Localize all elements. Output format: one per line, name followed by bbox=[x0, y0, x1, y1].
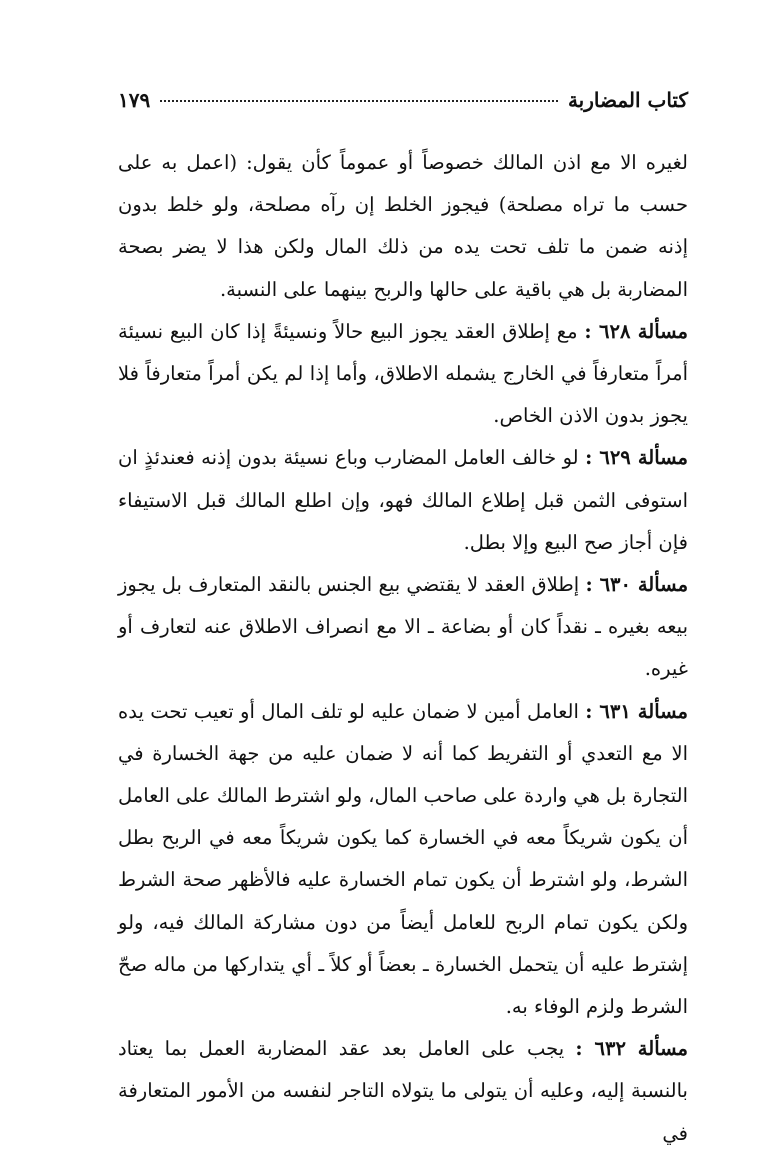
paragraph-issue-630 bbox=[118, 564, 688, 691]
issue-label: مسألة ٦٣١ : bbox=[585, 699, 688, 723]
paragraph-text: مع إطلاق العقد يجوز البيع حالاً ونسيئةً إذا كان البيع نسيئة أمراً متعارفاً في الخارج يشمله الاطلاق، وأما إذا لم يكن أمراً متعارفاً فلا يجوز بدون الاذن الخاص. bbox=[118, 319, 688, 428]
paragraph-continuation bbox=[118, 142, 688, 311]
paragraph-issue-632 bbox=[118, 1028, 688, 1155]
paragraph-text: لغيره الا مع اذن المالك خصوصاً أو عموماً كأن يقول: (اعمل به على حسب ما تراه مصلحة) فيجوز الخلط إن رآه مصلحة، ولو خلط بدون إذنه ضمن ما تلف تحت يده من ذلك المال ولكن هذا لا يضر بصحة المضاربة بل هي باقية على حالها والربح بينهما على النسبة. bbox=[118, 151, 688, 301]
issue-label: مسألة ٦٢٨ : bbox=[584, 319, 688, 343]
paragraph-text: العامل أمين لا ضمان عليه لو تلف المال أو تعيب تحت يده الا مع التعدي أو التفريط كما أنه لا ضمان عليه من جهة الخسارة في التجارة بل هي واردة على صاحب المال، ولو اشترط المالك على العامل أن يكون شريكاً معه في الخسارة كما يكون شريكاً معه في الربح بطل الشرط، ولو اشترط أن يكون تمام الخسارة عليه فالأظهر صحة الشرط ولكن يكون تمام الربح للعامل أيضاً من دون مشاركة المالك فيه، ولو إشترط عليه أن يتحمل الخسارة ـ بعضاً أو كلاً ـ أي يتداركها من ماله صحّ الشرط ولزم الوفاء به. bbox=[118, 699, 688, 1019]
book-page bbox=[118, 88, 688, 1155]
body-text bbox=[118, 142, 688, 1155]
issue-label: مسألة ٦٢٩ : bbox=[585, 446, 688, 470]
page-number: ١٧٩ bbox=[118, 88, 151, 112]
paragraph-issue-629 bbox=[118, 437, 688, 564]
paragraph-issue-628 bbox=[118, 311, 688, 438]
header-dot-leader bbox=[160, 100, 558, 102]
paragraph-text: يجب على العامل بعد عقد المضاربة العمل بما يعتاد بالنسبة إليه، وعليه أن يتولى ما يتولاه التاجر لنفسه من الأمور المتعارفة في bbox=[118, 1037, 688, 1145]
issue-label: مسألة ٦٣٢ : bbox=[575, 1037, 688, 1061]
page-header bbox=[118, 88, 688, 132]
issue-label: مسألة ٦٣٠ : bbox=[585, 573, 689, 597]
paragraph-issue-631 bbox=[118, 691, 688, 1029]
paragraph-text: لو خالف العامل المضارب وباع نسيئة بدون إذنه فعندئذٍ ان استوفى الثمن قبل إطلاع المالك فهو، وإن اطلع المالك قبل الاستيفاء فإن أجاز صح البيع وإلا بطل. bbox=[118, 446, 688, 554]
running-title: كتاب المضاربة bbox=[567, 88, 688, 112]
paragraph-text: إطلاق العقد لا يقتضي بيع الجنس بالنقد المتعارف بل يجوز بيعه بغيره ـ نقداً كان أو بضاعة ـ الا مع انصراف الاطلاق عنه لتعارف أو غيره. bbox=[118, 573, 688, 681]
